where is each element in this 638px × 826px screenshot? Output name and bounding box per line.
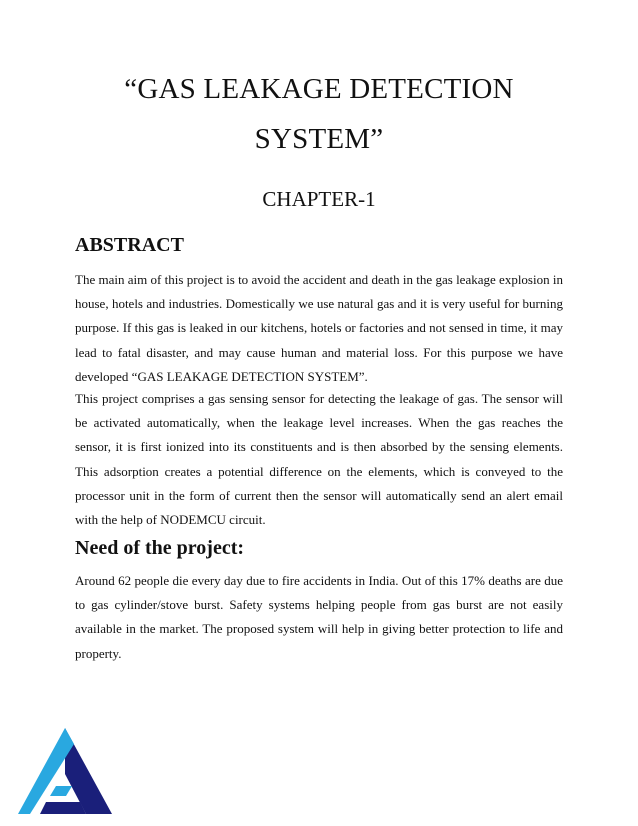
section-heading-abstract: ABSTRACT: [75, 234, 184, 256]
need-paragraph: Around 62 people die every day due to fire accidents in India. Out of this 17% deaths are due to gas cylinder/stove burst. Safety systems helping people from gas burst are not easily available in the market. The proposed system will help in giving better protection to life and property.: [75, 573, 563, 661]
abstract-paragraph-1: The main aim of this project is to avoid the accident and death in the gas leakage explosion in house, hotels and industries. Domestically we use natural gas and it is very useful for burning purpose. If this gas is leaked in our kitchens, hotels or factories and not sensed in time, it may lead to fatal disaster, and may cause human and material loss. For this purpose we have developed “GAS LEAKAGE DETECTION SYSTEM”.: [75, 272, 563, 384]
abstract-paragraph-2: This project comprises a gas sensing sensor for detecting the leakage of gas. The sensor will be activated automatically, when the leakage level increases. When the gas reaches the sensor, it is first ionized into its constituents and is then absorbed by the sensing elements. This adsorption creates a potential difference on the elements, which is conveyed to the processor unit in the form of current then the sensor will automatically send an alert email with the help of NODEMCU circuit.: [75, 391, 563, 528]
section-heading-need: Need of the project:: [75, 537, 245, 559]
title-line-1: “GAS LEAKAGE DETECTION: [124, 73, 514, 105]
chapter-label: CHAPTER-1: [262, 187, 376, 211]
document-title: [0, 64, 638, 164]
title-line-2: SYSTEM”: [254, 123, 384, 155]
triangle-a-logo-icon: [16, 726, 114, 816]
